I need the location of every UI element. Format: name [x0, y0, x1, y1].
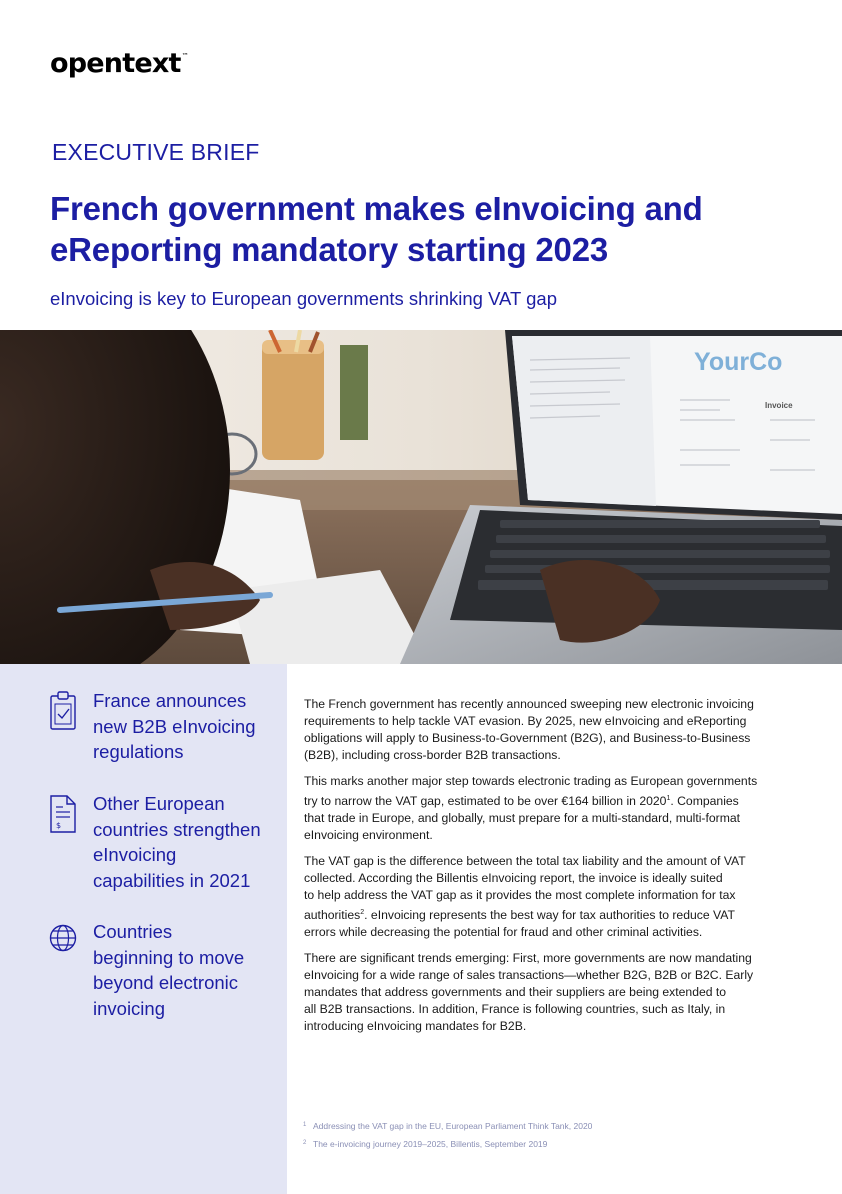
document-type-label: EXECUTIVE BRIEF [52, 139, 260, 165]
paragraph-vat-gap-estimate: This marks another major step towards electronic trading as European governments try to narrow the VAT gap, estimated to be over €164 billion in 2020$^1$. Companies that trade in Europe, and globally, must prepare for a multi-standard, multi-format eInvoicing environment. [304, 774, 758, 842]
paragraph-vat-gap-definition: The VAT gap is the difference between the total tax liability and the amount of VAT collected. According the Billentis eInvoicing report, the invoice is ideally suited to help address the VAT gap as it provides the most complete information for tax authorities$^2$. eInvoicing represents the best way for tax authorities to reduce VAT errors while decreasing the potential for fraud and other criminal activities. [304, 854, 746, 939]
laptop-scene-illustration [0, 330, 842, 664]
clipboard-check-icon [48, 690, 78, 732]
key-points-sidebar [0, 664, 287, 1194]
screen-heading-text: Invoice [765, 401, 793, 410]
globe-icon [48, 921, 78, 963]
page-title: French government makes eInvoicing and eReporting mandatory starting 2023 [50, 190, 703, 268]
body-text [304, 696, 804, 1044]
svg-text:$: $ [56, 821, 62, 830]
footnote: 1 Addressing the VAT gap in the EU, European Parliament Think Tank, 2020 [303, 1121, 593, 1131]
footnotes [303, 1117, 803, 1153]
screen-brand-text: YourCo [694, 348, 783, 376]
key-point-label: Countries beginning to move beyond electronic invoicing [93, 921, 245, 1019]
page-subtitle: eInvoicing is key to European governments shrinking VAT gap [50, 288, 557, 309]
footnote-ref: 2 [360, 909, 365, 916]
key-point-label: France announces new B2B eInvoicing regulations [93, 690, 256, 762]
footnote-ref: 1 [666, 795, 671, 802]
paragraph-intro: The French government has recently announced sweeping new electronic invoicing requirements to help tackle VAT evasion. By 2025, new eInvoicing and eReporting obligations will apply to Business-to-Government (B2G), and Business-to-Business (B2B), including cross-border B2B transactions. [304, 697, 754, 762]
paragraph-trends: There are significant trends emerging: First, more governments are now mandating eInvoicing for a wide range of sales transactions—whether B2G, B2B or B2C. Early mandates that address governments and their suppliers are being extended to all B2B transactions. In addition, France is following countries, such as Italy, in introducing eInvoicing mandates for B2B. [304, 951, 754, 1033]
opentext-logo: opentext™ [50, 48, 189, 79]
invoice-document-icon [48, 793, 78, 835]
key-point-label: Other European countries strengthen eInvoicing capabilities in 2021 [93, 793, 261, 891]
hero-photo [0, 330, 842, 664]
footnote: 2 The e-invoicing journey 2019–2025, Billentis, September 2019 [303, 1139, 548, 1149]
